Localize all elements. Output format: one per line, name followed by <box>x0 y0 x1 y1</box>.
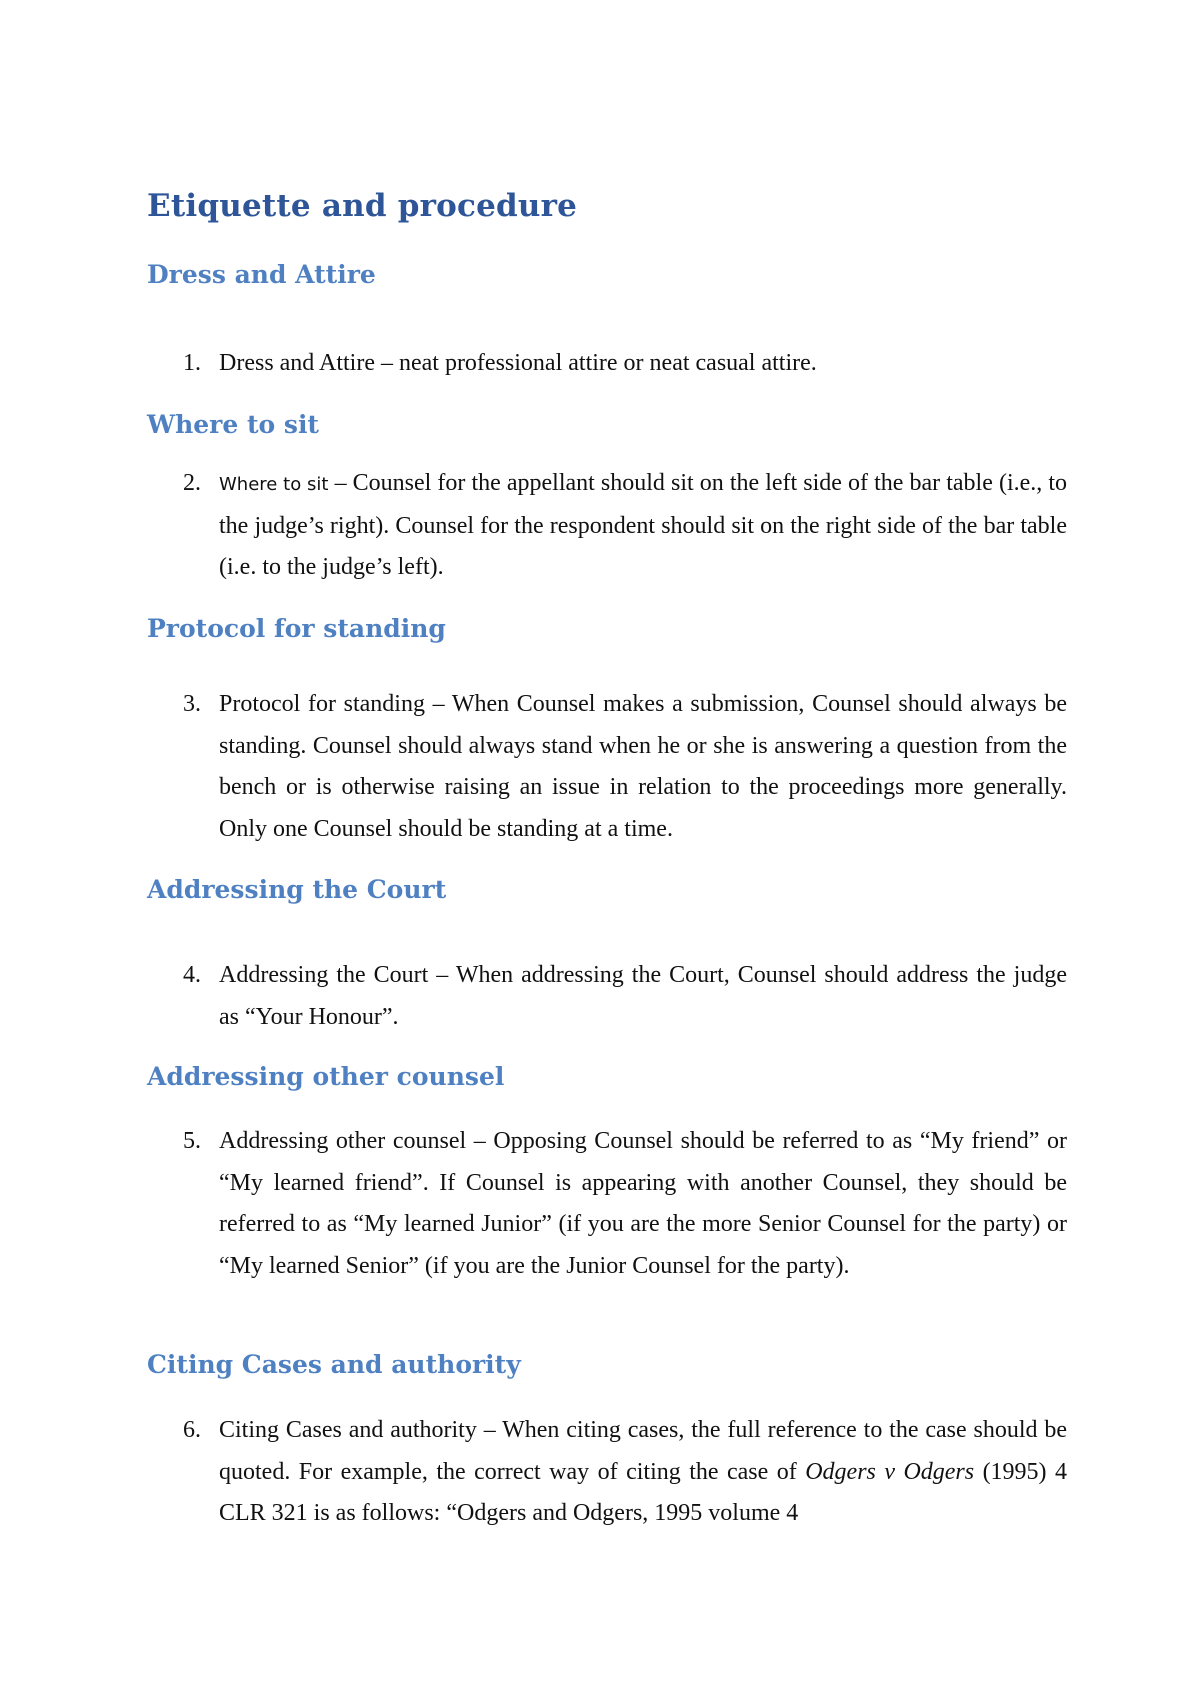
list-item-body <box>219 955 1067 1038</box>
list-item-lead: Where to sit <box>219 474 329 495</box>
section-heading-addressing-other-counsel: Addressing other counsel <box>147 1062 505 1091</box>
list-item-text: – Opposing Counsel should be referred to as “My friend” or “My learned friend”. If Counsel is appearing with another Counsel, they should be referred to as “My learned Junior” (if you are the more Senior Counsel for the party) or “My learned Senior” (if you are the Junior Counsel for the party). <box>219 1128 1067 1279</box>
list-item-body <box>219 463 1067 589</box>
list-item-text: – When addressing the Court, Counsel should address the judge as “Your Honour”. <box>219 962 1068 1030</box>
list-item-body <box>219 1121 1067 1287</box>
list-item-number: 5. <box>183 1128 201 1154</box>
list-item <box>147 1121 1067 1287</box>
list-item-number: 4. <box>183 962 201 988</box>
list-item-body <box>219 684 1067 850</box>
case-name: Odgers v Odgers <box>805 1458 975 1485</box>
list-item-number: 6. <box>183 1417 201 1443</box>
list-item-number: 2. <box>183 470 201 496</box>
list-item-text: – Counsel for the appellant should sit on the left side of the bar table (i.e., to the judge’s right). Counsel for the respondent should sit on the right side of the bar table (i.e. to the judge’s left). <box>219 470 1068 580</box>
section-heading-citing-cases-and-authority: Citing Cases and authority <box>147 1350 521 1379</box>
list-item <box>147 955 1067 1038</box>
list-item-text-after: (1995) 4 CLR 321 is as follows: “Odgers and Odgers, 1995 volume 4 <box>219 1458 1068 1526</box>
list-item-text: – neat professional attire or neat casual attire. <box>374 350 817 376</box>
list-item <box>147 684 1067 850</box>
list-item-number: 3. <box>183 691 201 717</box>
section-heading-dress-and-attire: Dress and Attire <box>147 260 376 289</box>
page-title: Etiquette and procedure <box>147 188 578 224</box>
list-item-body <box>219 343 1067 385</box>
list-item-lead: Addressing the Court <box>219 962 429 988</box>
list-item-lead: Citing Cases and authority <box>219 1417 477 1443</box>
section-heading-protocol-for-standing: Protocol for standing <box>147 614 446 643</box>
list-item-lead: Protocol for standing <box>219 691 425 717</box>
list-item-number: 1. <box>183 350 201 376</box>
list-item <box>147 463 1067 589</box>
list-item-text: – When citing cases, the full reference to the case should be quoted. For example, the correct way of citing the case of <box>219 1417 1067 1485</box>
section-heading-where-to-sit: Where to sit <box>147 410 319 439</box>
list-item <box>147 1410 1067 1535</box>
list-item-text: – When Counsel makes a submission, Counsel should always be standing. Counsel should always stand when he or she is answering a question from the bench or is otherwise raising an issue in relation to the proceedings more generally. Only one Counsel should be standing at a time. <box>219 691 1068 842</box>
list-item-lead: Addressing other counsel <box>219 1128 467 1154</box>
section-heading-addressing-the-court: Addressing the Court <box>147 875 447 904</box>
list-item-lead: Dress and Attire <box>219 350 375 376</box>
list-item-body <box>219 1410 1067 1535</box>
list-item <box>147 343 1067 385</box>
